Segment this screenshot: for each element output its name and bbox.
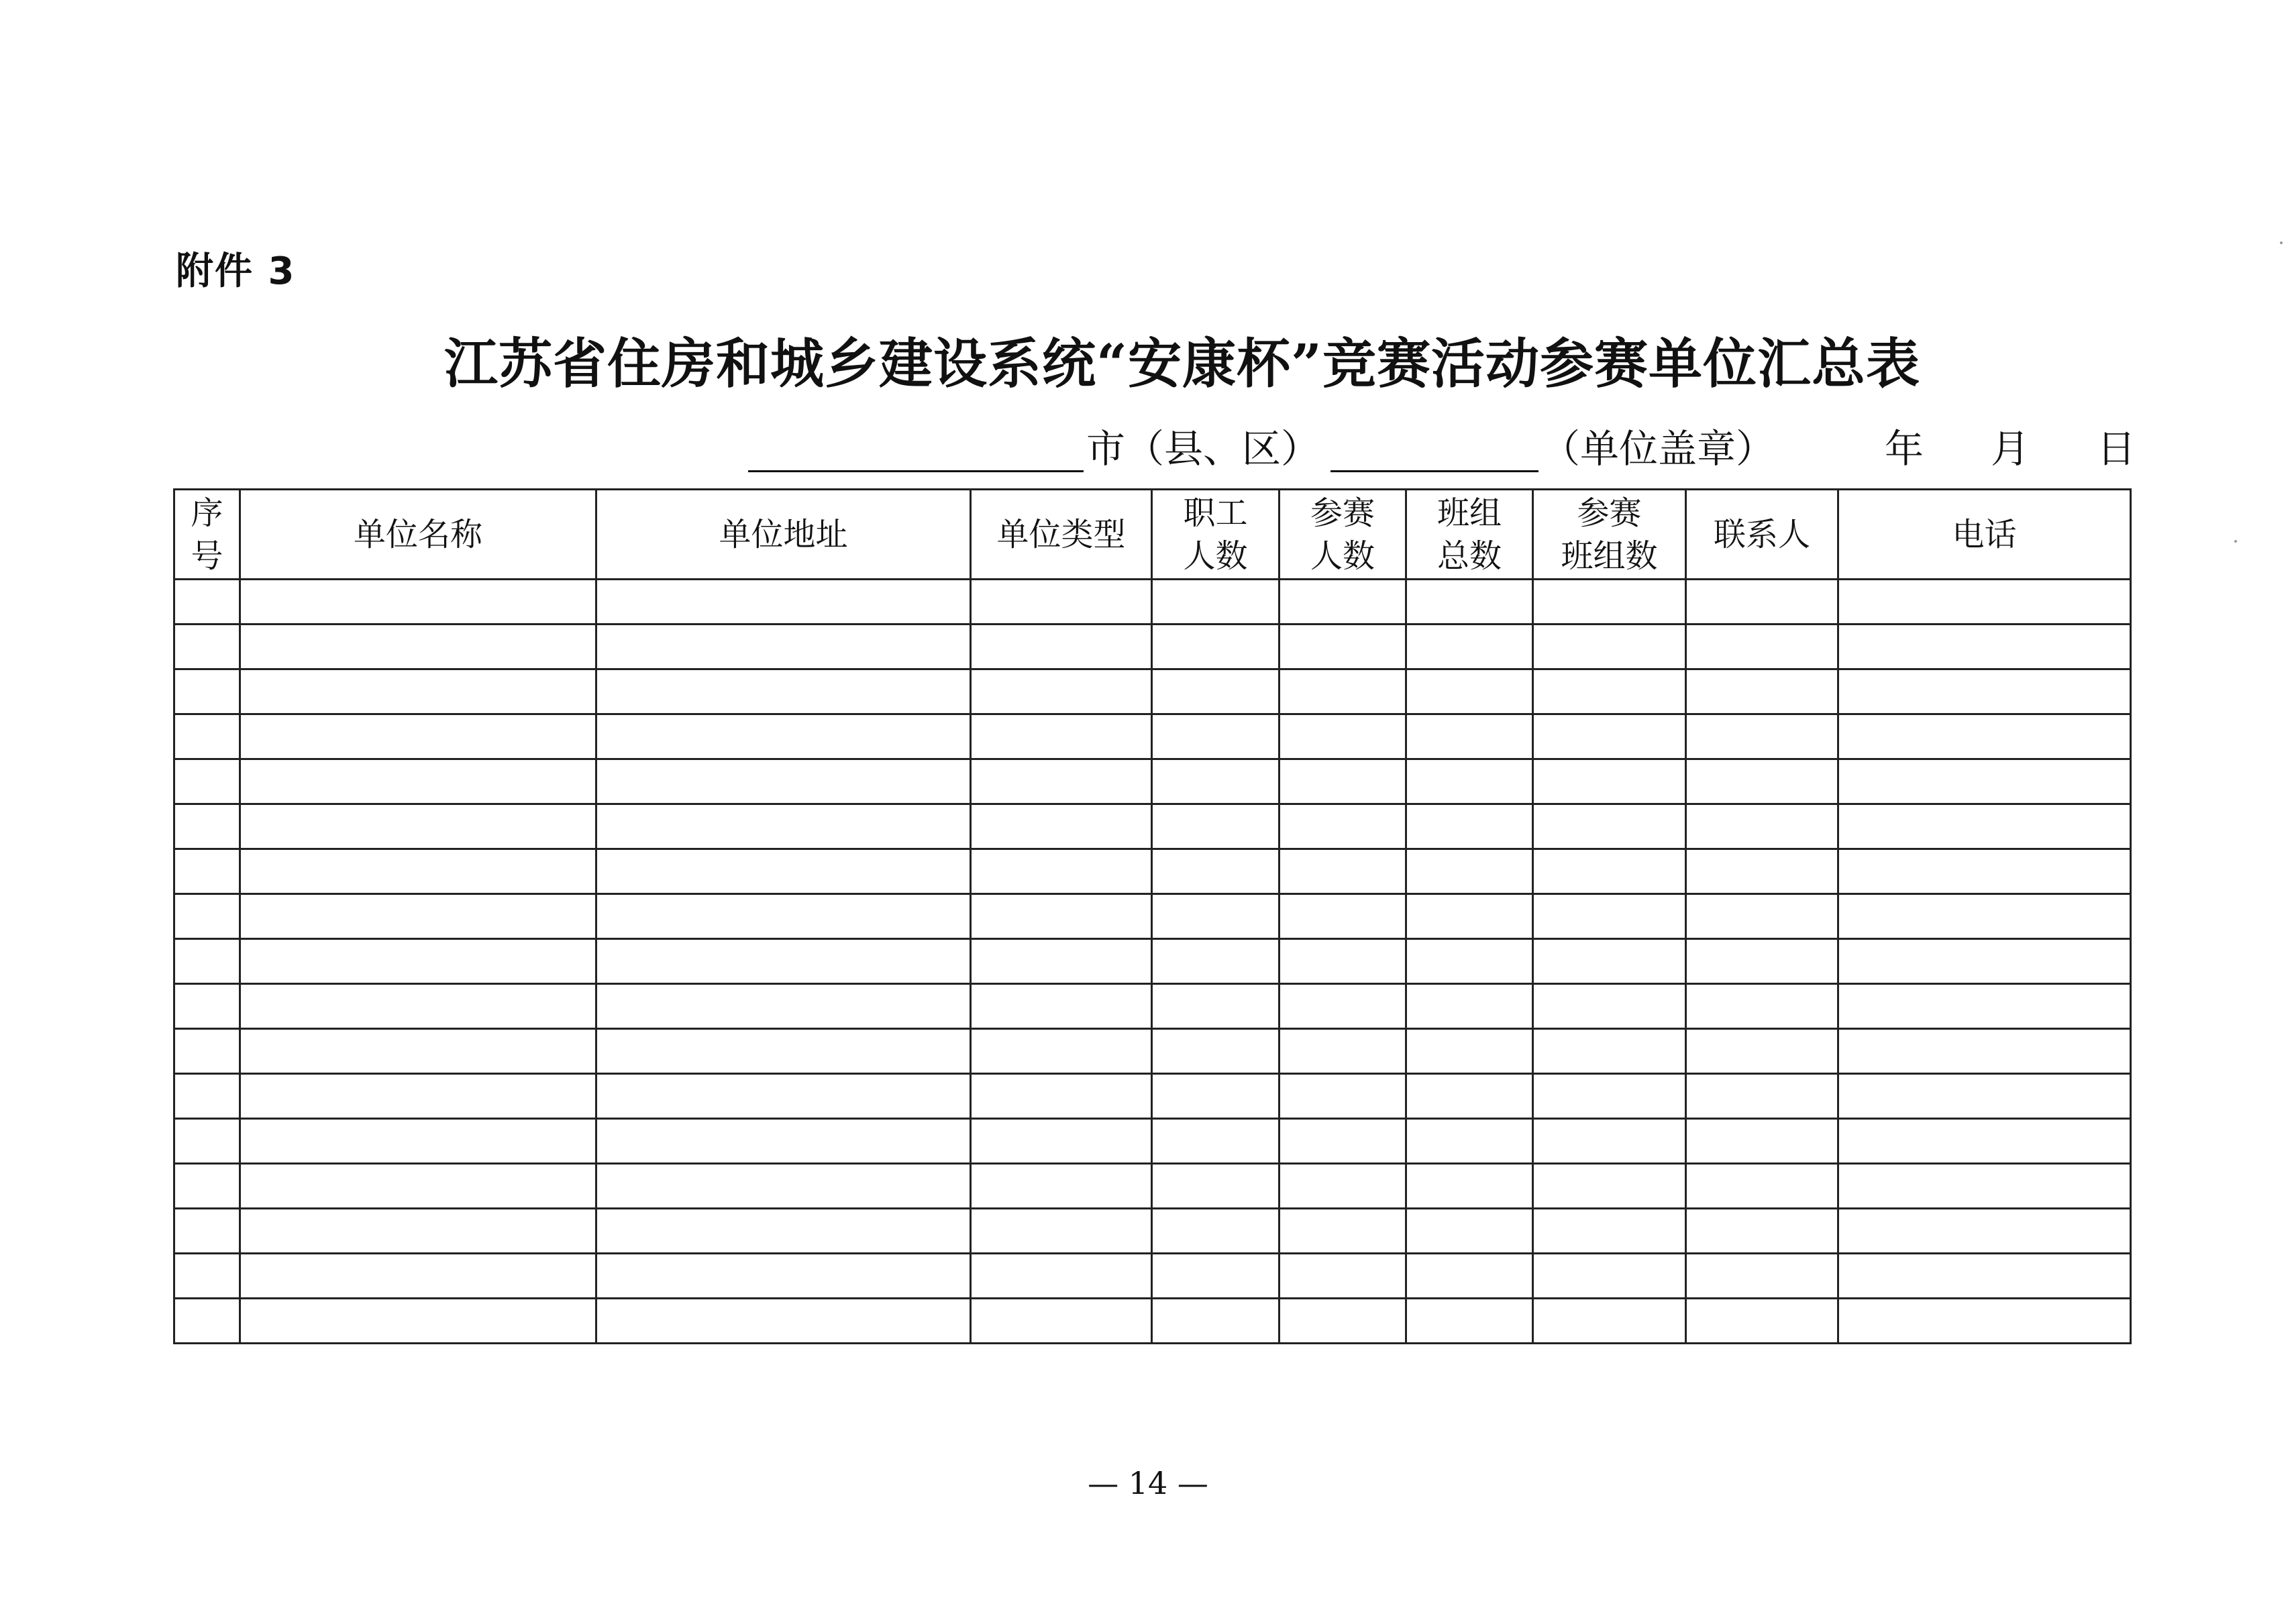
header-text: 参赛 <box>1577 494 1642 532</box>
table-cell-col-staff-count[interactable] <box>1152 1254 1280 1299</box>
table-cell-col-serial[interactable] <box>174 894 240 939</box>
table-cell-col-unit-type[interactable] <box>971 580 1152 625</box>
table-cell-col-unit-address[interactable] <box>596 1029 971 1074</box>
table-cell-col-participant-count[interactable] <box>1280 1299 1406 1344</box>
table-cell-col-unit-address[interactable] <box>596 849 971 894</box>
table-cell-col-phone[interactable] <box>1838 1254 2131 1299</box>
header-col-participating-teams <box>1533 490 1686 580</box>
table-cell-col-unit-type[interactable] <box>971 1029 1152 1074</box>
table-cell-col-staff-count[interactable] <box>1152 625 1280 669</box>
table-cell-col-unit-name[interactable] <box>240 849 596 894</box>
table-header-row <box>174 490 2131 580</box>
table-cell-col-contact-person[interactable] <box>1686 1029 1838 1074</box>
table-cell-col-contact-person[interactable] <box>1686 714 1838 759</box>
table-cell-col-team-total[interactable] <box>1406 894 1533 939</box>
city-blank[interactable] <box>748 423 1084 472</box>
unit-blank[interactable] <box>1330 423 1538 472</box>
table-cell-col-participant-count[interactable] <box>1280 894 1406 939</box>
table-cell-col-participating-teams[interactable] <box>1533 894 1686 939</box>
table-cell-col-contact-person[interactable] <box>1686 894 1838 939</box>
table-cell-col-staff-count[interactable] <box>1152 939 1280 984</box>
table-cell-col-unit-address[interactable] <box>596 1209 971 1254</box>
table-cell-col-unit-type[interactable] <box>971 669 1152 714</box>
table-cell-col-staff-count[interactable] <box>1152 580 1280 625</box>
table-cell-col-unit-address[interactable] <box>596 1119 971 1164</box>
table-cell-col-participant-count[interactable] <box>1280 804 1406 849</box>
table-cell-col-unit-type[interactable] <box>971 1164 1152 1209</box>
table-body <box>174 580 2131 1344</box>
header-text: 班组 <box>1437 494 1502 532</box>
header-col-serial <box>174 490 240 580</box>
table-cell-col-participant-count[interactable] <box>1280 849 1406 894</box>
table-cell-col-team-total[interactable] <box>1406 1119 1533 1164</box>
table-cell-col-staff-count[interactable] <box>1152 804 1280 849</box>
table-cell-col-phone[interactable] <box>1838 1209 2131 1254</box>
table-cell-col-unit-type[interactable] <box>971 1074 1152 1119</box>
header-col-contact-person <box>1686 490 1838 580</box>
table-cell-col-unit-name[interactable] <box>240 714 596 759</box>
table-cell-col-unit-type[interactable] <box>971 804 1152 849</box>
header-text: 职工 <box>1183 494 1248 532</box>
table-cell-col-participating-teams[interactable] <box>1533 1254 1686 1299</box>
table-cell-col-contact-person[interactable] <box>1686 580 1838 625</box>
table-cell-col-staff-count[interactable] <box>1152 1299 1280 1344</box>
table-cell-col-serial[interactable] <box>174 1074 240 1119</box>
header-text: 单位类型 <box>996 515 1126 553</box>
table-cell-col-contact-person[interactable] <box>1686 1164 1838 1209</box>
table-cell-col-phone[interactable] <box>1838 1119 2131 1164</box>
header-text: 总数 <box>1437 537 1502 575</box>
table-cell-col-unit-name[interactable] <box>240 804 596 849</box>
table-cell-col-unit-address[interactable] <box>596 1164 971 1209</box>
table-cell-col-unit-type[interactable] <box>971 1209 1152 1254</box>
city-label: 市（县、区） <box>1086 426 1320 472</box>
table-cell-col-unit-name[interactable] <box>240 1029 596 1074</box>
scan-speck <box>2234 540 2237 543</box>
table-cell-col-contact-person[interactable] <box>1686 1254 1838 1299</box>
table-cell-col-team-total[interactable] <box>1406 939 1533 984</box>
table-cell-col-team-total[interactable] <box>1406 849 1533 894</box>
table-cell-col-staff-count[interactable] <box>1152 759 1280 804</box>
table-cell-col-unit-name[interactable] <box>240 669 596 714</box>
table-cell-col-contact-person[interactable] <box>1686 1209 1838 1254</box>
table-cell-col-contact-person[interactable] <box>1686 759 1838 804</box>
table-cell-col-contact-person[interactable] <box>1686 939 1838 984</box>
scan-speck <box>2280 241 2283 244</box>
table-cell-col-unit-address[interactable] <box>596 804 971 849</box>
table-cell-col-unit-name[interactable] <box>240 580 596 625</box>
header-text: 人数 <box>1310 537 1375 575</box>
table-cell-col-serial[interactable] <box>174 1029 240 1074</box>
date-fields <box>1885 425 2136 472</box>
table-cell-col-unit-address[interactable] <box>596 1074 971 1119</box>
table-cell-col-unit-address[interactable] <box>596 714 971 759</box>
attachment-label: 附件 3 <box>176 250 296 293</box>
table-cell-col-participating-teams[interactable] <box>1533 1074 1686 1119</box>
table-cell-col-unit-type[interactable] <box>971 894 1152 939</box>
table-row <box>174 625 2131 669</box>
table-cell-col-phone[interactable] <box>1838 849 2131 894</box>
header-text: 电话 <box>1952 515 2017 553</box>
table-cell-col-serial[interactable] <box>174 714 240 759</box>
table-cell-col-participant-count[interactable] <box>1280 1119 1406 1164</box>
table-cell-col-unit-address[interactable] <box>596 939 971 984</box>
table-cell-col-staff-count[interactable] <box>1152 1029 1280 1074</box>
table-cell-col-contact-person[interactable] <box>1686 1119 1838 1164</box>
table-cell-col-staff-count[interactable] <box>1152 1074 1280 1119</box>
header-text: 联系人 <box>1713 515 1810 553</box>
table-row <box>174 1074 2131 1119</box>
table-cell-col-phone[interactable] <box>1838 580 2131 625</box>
table-cell-col-team-total[interactable] <box>1406 1164 1533 1209</box>
table-cell-col-unit-type[interactable] <box>971 849 1152 894</box>
table-cell-col-participating-teams[interactable] <box>1533 1029 1686 1074</box>
table-cell-col-phone[interactable] <box>1838 804 2131 849</box>
header-text: 号 <box>191 537 223 575</box>
year-label: 年 <box>1885 426 1924 472</box>
table-cell-col-staff-count[interactable] <box>1152 669 1280 714</box>
table-cell-col-contact-person[interactable] <box>1686 849 1838 894</box>
table-cell-col-team-total[interactable] <box>1406 1299 1533 1344</box>
table-cell-col-unit-name[interactable] <box>240 1254 596 1299</box>
table-cell-col-phone[interactable] <box>1838 759 2131 804</box>
table-cell-col-team-total[interactable] <box>1406 1029 1533 1074</box>
table-cell-col-unit-name[interactable] <box>240 939 596 984</box>
table-cell-col-participating-teams[interactable] <box>1533 1164 1686 1209</box>
header-col-participant-count <box>1280 490 1406 580</box>
table-cell-col-participant-count[interactable] <box>1280 1254 1406 1299</box>
header-fill-line <box>748 419 2136 472</box>
month-label: 月 <box>1991 426 2030 472</box>
table-cell-col-participant-count[interactable] <box>1280 984 1406 1029</box>
header-text: 单位地址 <box>719 515 848 553</box>
table-cell-col-participating-teams[interactable] <box>1533 984 1686 1029</box>
table-cell-col-unit-type[interactable] <box>971 714 1152 759</box>
table-cell-col-serial[interactable] <box>174 849 240 894</box>
table-cell-col-phone[interactable] <box>1838 939 2131 984</box>
table-cell-col-staff-count[interactable] <box>1152 849 1280 894</box>
table-cell-col-staff-count[interactable] <box>1152 1209 1280 1254</box>
table-cell-col-serial[interactable] <box>174 759 240 804</box>
table-cell-col-serial[interactable] <box>174 804 240 849</box>
table-cell-col-contact-person[interactable] <box>1686 1299 1838 1344</box>
table-row <box>174 1299 2131 1344</box>
table-cell-col-participating-teams[interactable] <box>1533 580 1686 625</box>
table-cell-col-participating-teams[interactable] <box>1533 849 1686 894</box>
table-cell-col-serial[interactable] <box>174 580 240 625</box>
table-cell-col-unit-name[interactable] <box>240 984 596 1029</box>
table-cell-col-serial[interactable] <box>174 1209 240 1254</box>
table-cell-col-serial[interactable] <box>174 939 240 984</box>
table-cell-col-unit-type[interactable] <box>971 1254 1152 1299</box>
table-cell-col-unit-address[interactable] <box>596 625 971 669</box>
header-col-unit-address <box>596 490 971 580</box>
table-cell-col-participating-teams[interactable] <box>1533 669 1686 714</box>
table-cell-col-unit-type[interactable] <box>971 759 1152 804</box>
header-col-phone <box>1838 490 2131 580</box>
header-col-unit-name <box>240 490 596 580</box>
table-row <box>174 580 2131 625</box>
table-cell-col-unit-address[interactable] <box>596 894 971 939</box>
table-cell-col-team-total[interactable] <box>1406 1209 1533 1254</box>
table-cell-col-contact-person[interactable] <box>1686 804 1838 849</box>
table-cell-col-staff-count[interactable] <box>1152 894 1280 939</box>
header-text: 单位名称 <box>353 515 482 553</box>
table-cell-col-unit-type[interactable] <box>971 1119 1152 1164</box>
table-cell-col-unit-name[interactable] <box>240 1164 596 1209</box>
table-cell-col-participating-teams[interactable] <box>1533 714 1686 759</box>
table-row <box>174 1254 2131 1299</box>
table-cell-col-unit-address[interactable] <box>596 984 971 1029</box>
table-cell-col-participating-teams[interactable] <box>1533 1299 1686 1344</box>
table-row <box>174 1119 2131 1164</box>
table-cell-col-phone[interactable] <box>1838 669 2131 714</box>
summary-table <box>173 488 2132 1344</box>
table-cell-col-serial[interactable] <box>174 1299 240 1344</box>
table-cell-col-contact-person[interactable] <box>1686 1074 1838 1119</box>
table-cell-col-participating-teams[interactable] <box>1533 1209 1686 1254</box>
table-row <box>174 714 2131 759</box>
table-cell-col-serial[interactable] <box>174 1119 240 1164</box>
table-cell-col-team-total[interactable] <box>1406 669 1533 714</box>
table-cell-col-participant-count[interactable] <box>1280 625 1406 669</box>
table-cell-col-unit-name[interactable] <box>240 894 596 939</box>
table-cell-col-phone[interactable] <box>1838 714 2131 759</box>
table-cell-col-staff-count[interactable] <box>1152 714 1280 759</box>
table-cell-col-participant-count[interactable] <box>1280 1074 1406 1119</box>
page-number: — 14 — <box>1088 1465 1208 1501</box>
table-cell-col-serial[interactable] <box>174 625 240 669</box>
table-row <box>174 1164 2131 1209</box>
table-cell-col-staff-count[interactable] <box>1152 1119 1280 1164</box>
table-cell-col-unit-address[interactable] <box>596 1299 971 1344</box>
table-cell-col-unit-address[interactable] <box>596 669 971 714</box>
table-cell-col-unit-address[interactable] <box>596 580 971 625</box>
header-text: 参赛 <box>1310 494 1375 532</box>
table-cell-col-participating-teams[interactable] <box>1533 939 1686 984</box>
table-cell-col-unit-type[interactable] <box>971 1299 1152 1344</box>
header-text: 人数 <box>1183 537 1248 575</box>
table-cell-col-contact-person[interactable] <box>1686 625 1838 669</box>
table-cell-col-team-total[interactable] <box>1406 1254 1533 1299</box>
table-cell-col-team-total[interactable] <box>1406 984 1533 1029</box>
table-cell-col-participant-count[interactable] <box>1280 1209 1406 1254</box>
table-cell-col-unit-name[interactable] <box>240 625 596 669</box>
table-cell-col-unit-type[interactable] <box>971 939 1152 984</box>
table-row <box>174 984 2131 1029</box>
table-row <box>174 939 2131 984</box>
page-title: 江苏省住房和城乡建设系统“安康杯”竞赛活动参赛单位汇总表 <box>443 332 1921 395</box>
table-cell-col-unit-name[interactable] <box>240 1299 596 1344</box>
table-cell-col-contact-person[interactable] <box>1686 984 1838 1029</box>
table-cell-col-participant-count[interactable] <box>1280 669 1406 714</box>
table-cell-col-team-total[interactable] <box>1406 580 1533 625</box>
table-cell-col-participating-teams[interactable] <box>1533 759 1686 804</box>
table-cell-col-team-total[interactable] <box>1406 759 1533 804</box>
header-col-staff-count <box>1152 490 1280 580</box>
table-cell-col-serial[interactable] <box>174 669 240 714</box>
table-cell-col-participant-count[interactable] <box>1280 939 1406 984</box>
table-cell-col-phone[interactable] <box>1838 1164 2131 1209</box>
table-cell-col-serial[interactable] <box>174 984 240 1029</box>
table-cell-col-phone[interactable] <box>1838 894 2131 939</box>
table-cell-col-unit-address[interactable] <box>596 1254 971 1299</box>
table-cell-col-team-total[interactable] <box>1406 1074 1533 1119</box>
table-cell-col-team-total[interactable] <box>1406 625 1533 669</box>
table-row <box>174 1029 2131 1074</box>
header-text: 班组数 <box>1561 537 1658 575</box>
table-cell-col-serial[interactable] <box>174 1254 240 1299</box>
table-cell-col-participating-teams[interactable] <box>1533 1119 1686 1164</box>
table-cell-col-unit-name[interactable] <box>240 759 596 804</box>
table-cell-col-unit-type[interactable] <box>971 625 1152 669</box>
table-cell-col-contact-person[interactable] <box>1686 669 1838 714</box>
table-row <box>174 669 2131 714</box>
table-cell-col-staff-count[interactable] <box>1152 1164 1280 1209</box>
table-cell-col-serial[interactable] <box>174 1164 240 1209</box>
table-cell-col-phone[interactable] <box>1838 1074 2131 1119</box>
seal-label: （单位盖章） <box>1541 426 1775 472</box>
table-cell-col-unit-name[interactable] <box>240 1209 596 1254</box>
table-cell-col-participant-count[interactable] <box>1280 580 1406 625</box>
table-cell-col-team-total[interactable] <box>1406 804 1533 849</box>
table-cell-col-phone[interactable] <box>1838 984 2131 1029</box>
header-col-unit-type <box>971 490 1152 580</box>
table-cell-col-phone[interactable] <box>1838 625 2131 669</box>
table-cell-col-staff-count[interactable] <box>1152 984 1280 1029</box>
table-cell-col-unit-address[interactable] <box>596 759 971 804</box>
table-cell-col-team-total[interactable] <box>1406 714 1533 759</box>
table-cell-col-unit-name[interactable] <box>240 1119 596 1164</box>
table-cell-col-phone[interactable] <box>1838 1299 2131 1344</box>
header-col-team-total <box>1406 490 1533 580</box>
table-cell-col-unit-name[interactable] <box>240 1074 596 1119</box>
table-cell-col-participant-count[interactable] <box>1280 714 1406 759</box>
table-row <box>174 894 2131 939</box>
table-cell-col-participating-teams[interactable] <box>1533 804 1686 849</box>
table-row <box>174 1209 2131 1254</box>
day-label: 日 <box>2097 426 2136 472</box>
table-row <box>174 849 2131 894</box>
table-cell-col-unit-type[interactable] <box>971 984 1152 1029</box>
table-cell-col-participant-count[interactable] <box>1280 1029 1406 1074</box>
table-cell-col-participant-count[interactable] <box>1280 759 1406 804</box>
table-cell-col-participant-count[interactable] <box>1280 1164 1406 1209</box>
header-text: 序 <box>191 494 223 532</box>
table-cell-col-participating-teams[interactable] <box>1533 625 1686 669</box>
table-cell-col-phone[interactable] <box>1838 1029 2131 1074</box>
table-row <box>174 804 2131 849</box>
table-row <box>174 759 2131 804</box>
